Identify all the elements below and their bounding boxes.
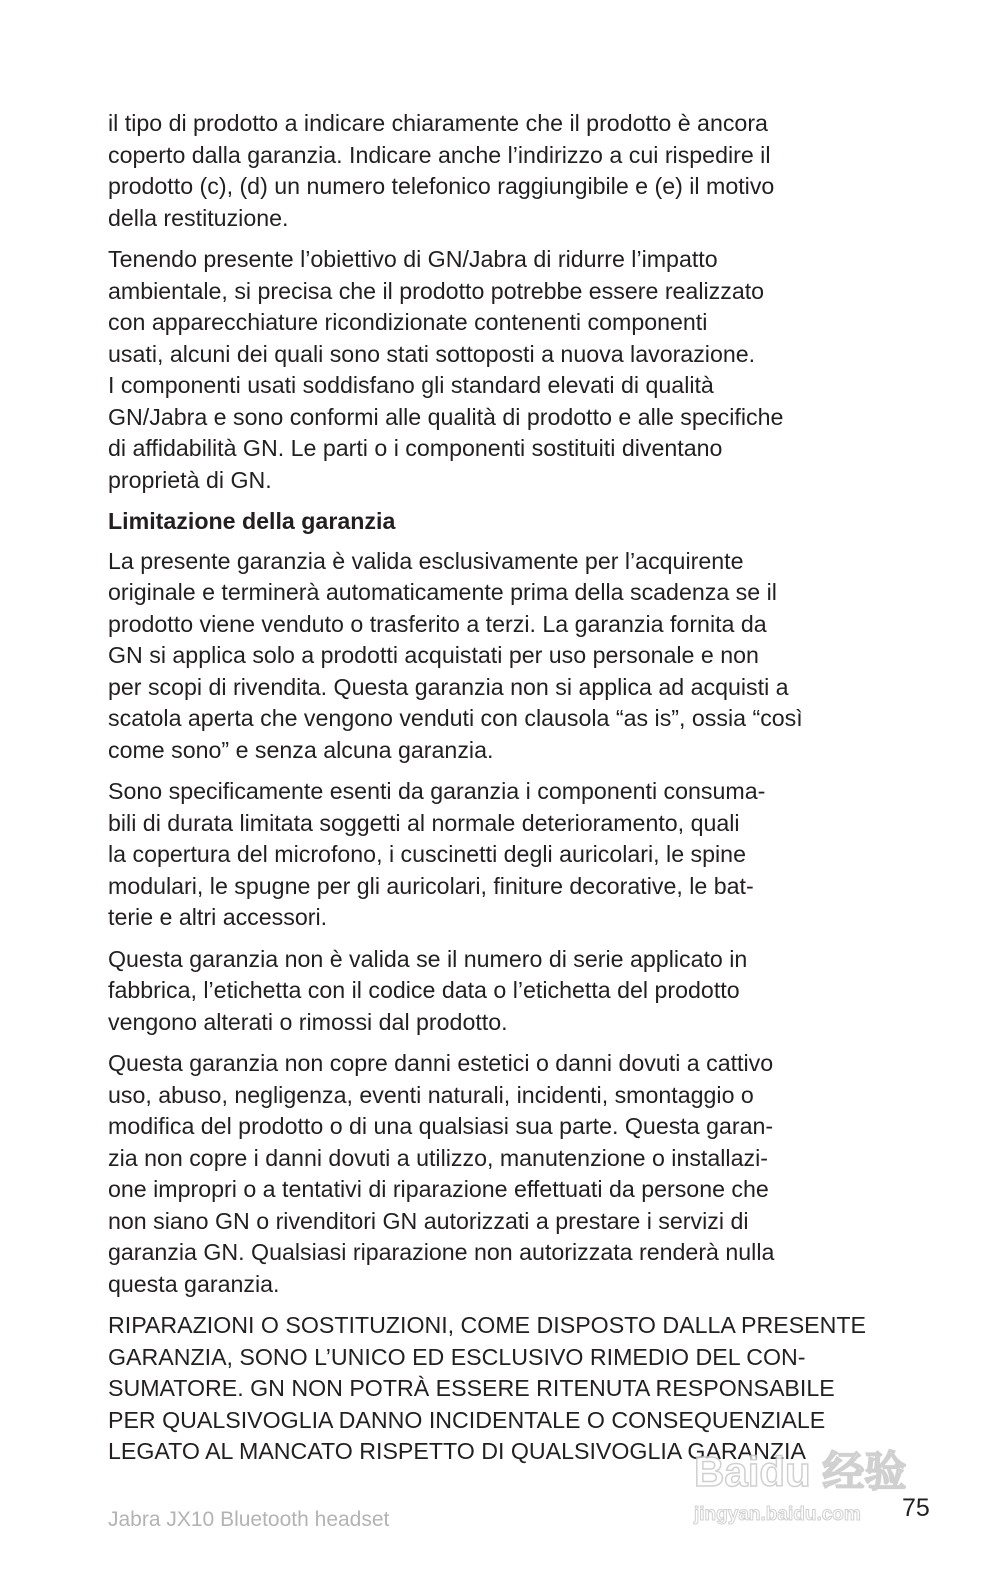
footer-product-name: Jabra JX10 Bluetooth headset	[108, 1508, 390, 1531]
paragraph-original-purchaser: La presente garanzia è valida esclusivamente per l’acquirente originale e terminerà automaticamente prima della scadenza se il prodotto viene venduto o trasferito a terzi. La garanzia fornita da GN si applica solo a prodotti acquistati per uso personale e non per scopi di rivendita. Questa garanzia non si applica ad acquisti a scatola aperta che vengono venduti con clausola “as is”, ossia “così come sono” e senza alcuna garanzia.	[108, 547, 803, 763]
watermark-url-text: jingyan.baidu.com	[694, 1504, 861, 1525]
page-body	[108, 108, 878, 1478]
section-heading-warranty-limitation: Limitazione della garanzia	[108, 508, 396, 534]
paragraph-serial-number: Questa garanzia non è valida se il numero di serie applicato in fabbrica, l’etichetta con il codice data o l’etichetta del prodotto vengono alterati o rimossi dal prodotto.	[108, 945, 748, 1035]
paragraph-damage-exclusions: Questa garanzia non copre danni estetici o danni dovuti a cattivo uso, abuso, negligenza, eventi naturali, incidenti, smontaggio o modifica del prodotto o di una qualsiasi sua parte. Questa garan- zia non copre i danni dovuti a utilizzo, manutenzione o installazi- one impropri o a tentativi di riparazione effettuati da persone che non siano GN o rivenditori GN autorizzati a prestare i servizi di garanzia GN. Qualsiasi riparazione non autorizzata renderà nulla questa garanzia.	[108, 1050, 775, 1297]
paragraph-consumable-exclusions: Sono specificamente esenti da garanzia i componenti consuma- bili di durata limitata soggetti al normale deterioramento, quali la copertura del microfono, i cuscinetti degli auricolari, le spine modulari, le spugne per gli auricolari, finiture decorative, le bat- terie e altri accessori.	[108, 778, 766, 930]
page-number: 75	[902, 1494, 930, 1522]
paragraph-refurbished-components: Tenendo presente l’obiettivo di GN/Jabra di ridurre l’impatto ambientale, si precisa che il prodotto potrebbe essere realizzato con apparecchiature ricondizionate contenenti componenti usati, alcuni dei quali sono stati sottoposti a nuova lavorazione. I componenti usati soddisfano gli standard elevati di qualità GN/Jabra e sono conformi alle qualità di prodotto e alle specifiche di affidabilità GN. Le parti o i componenti sostituiti diventano proprietà di GN.	[108, 246, 784, 493]
watermark-brand-text: Baidu 经验	[694, 1448, 907, 1495]
paragraph-exclusive-remedy: RIPARAZIONI O SOSTITUZIONI, COME DISPOSTO DALLA PRESENTE GARANZIA, SONO L’UNICO ED ESCLUSIVO RIMEDIO DEL CON- SUMATORE. GN NON POTRÀ ESSERE RITENUTA RESPONSABILE PER QUALSIVOGLIA DANNO INCIDENTALE O CONSEQUENZIALE LEGATO AL MANCATO RISPETTO DI QUALSIVOGLIA GARANZIA	[108, 1312, 867, 1464]
paragraph-return-info: il tipo di prodotto a indicare chiaramente che il prodotto è ancora coperto dalla garanzia. Indicare anche l’indirizzo a cui rispedire il prodotto (c), (d) un numero telefonico raggiungibile e (e) il motivo della restituzione.	[108, 110, 775, 231]
baidu-watermark-logo	[690, 1440, 920, 1530]
